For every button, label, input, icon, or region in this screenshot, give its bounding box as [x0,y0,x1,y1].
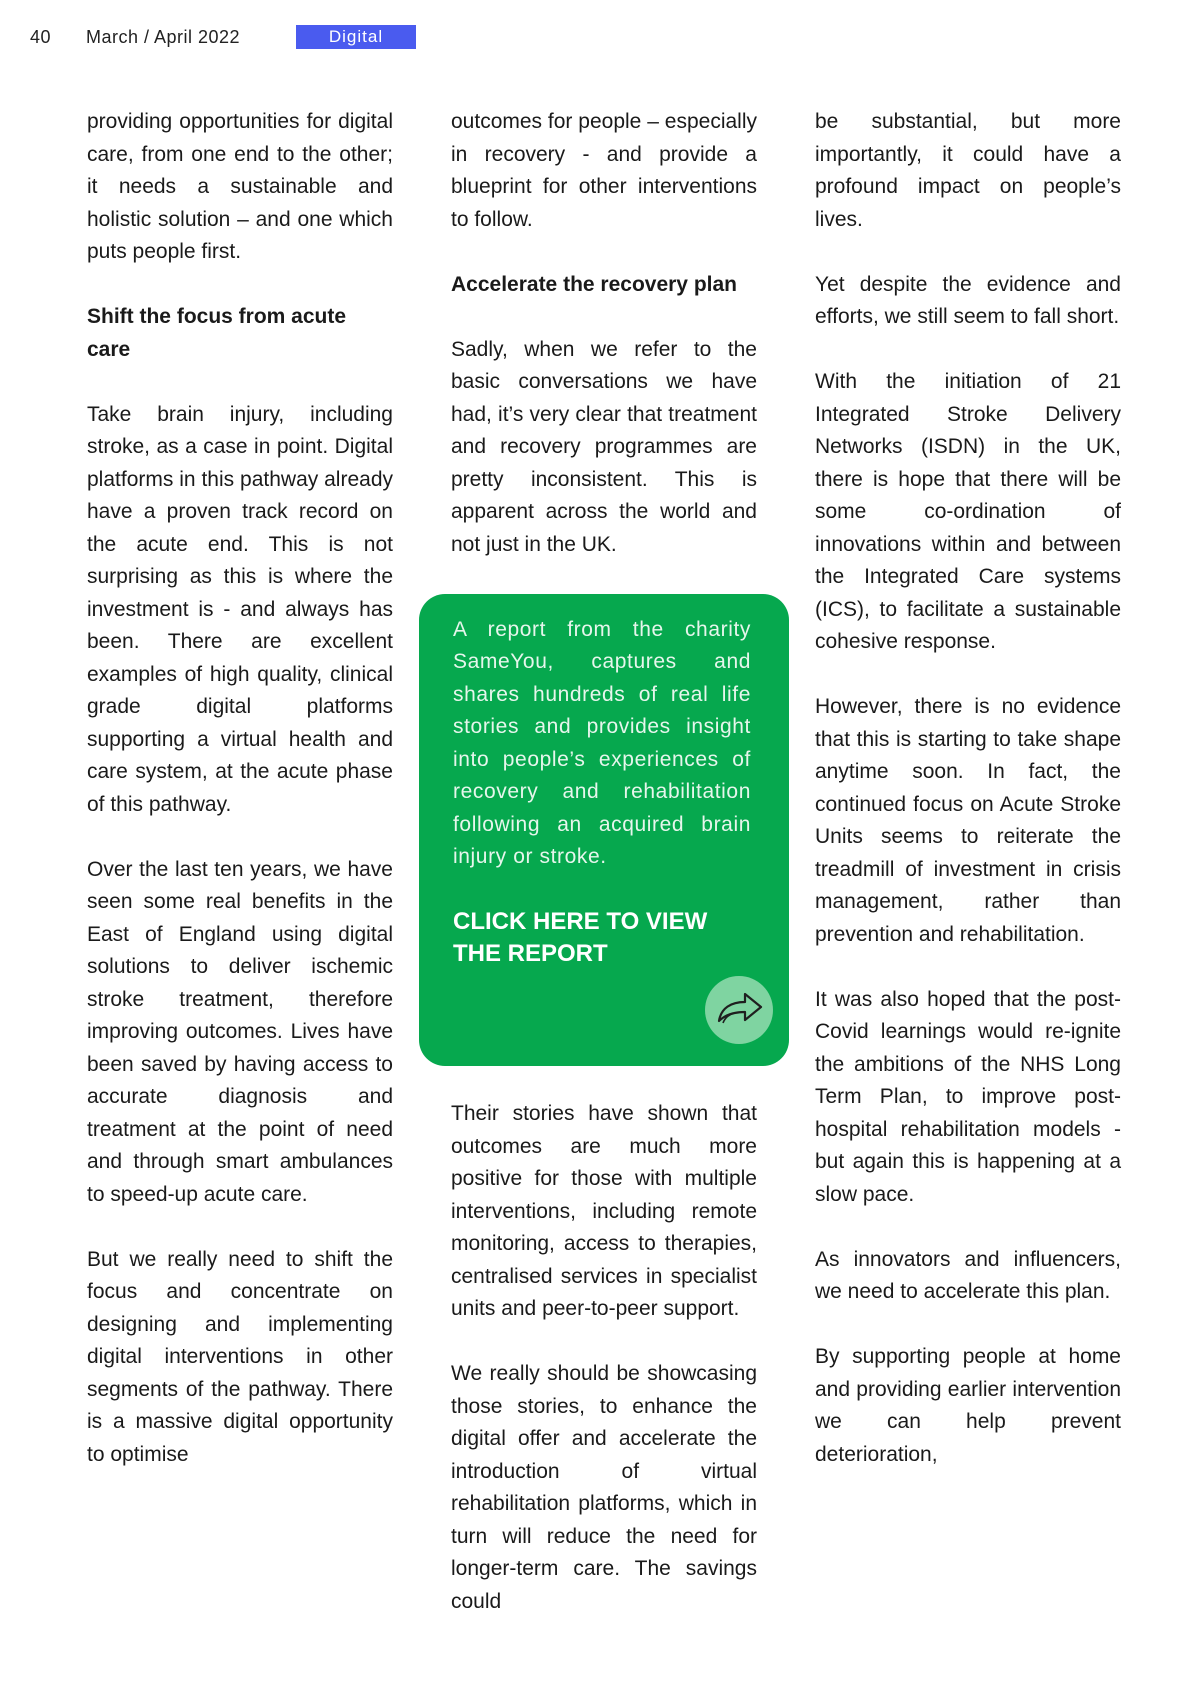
view-report-link[interactable] [453,906,733,970]
paragraph: Over the last ten years, we have seen some real benefits in the East of England using digital solutions to deliver ischemic stroke treatment, therefore improving outcomes. Lives have been saved by having access to accurate diagnosis and treatment at the point of need and through smart ambulances to speed-up acute care. [87,857,393,1206]
subheading: Shift the focus from acute care [87,305,347,361]
paragraph: Sadly, when we refer to the basic conversations we have had, it’s very clear that treatment and recovery programmes are pretty inconsistent. This is apparent across the world and not just in the UK. [451,337,757,556]
share-arrow-svg [705,976,773,1044]
issue-date: March / April 2022 [86,26,241,47]
paragraph: outcomes for people – especially in recovery - and provide a blueprint for other interventions to follow. [451,110,757,231]
cta-line-1: CLICK HERE TO VIEW [453,907,708,935]
page-header [30,24,416,50]
paragraph: It was also hoped that the post-Covid learnings would re-ignite the ambitions of the NHS Long Term Plan, to improve post-hospital rehabilitation models - but again this is happening at a slow pace. [815,987,1121,1206]
paragraph: providing opportunities for digital care, from one end to the other; it needs a sustainable and holistic solution – and one which puts people first. [87,110,393,263]
promo-text: A report from the charity SameYou, captures and shares hundreds of real life stories and provides insight into people’s experiences of recovery and rehabilitation following an acquired brain injury or stroke. [453,617,751,868]
paragraph: However, there is no evidence that this is starting to take shape anytime soon. In fact, the continued focus on Acute Stroke Units seems to reiterate the treadmill of investment in crisis management, rather than prevention and rehabilitation. [815,695,1121,946]
section-tag: Digital [296,25,416,49]
column-3 [815,106,1121,1471]
column-2 [451,106,757,1618]
subheading: Accelerate the recovery plan [451,272,737,296]
share-arrow-icon[interactable] [705,976,773,1044]
paragraph: But we really need to shift the focus and concentrate on designing and implementing digital interventions in other segments of the pathway. There is a massive digital opportunity to optimise [87,1247,393,1466]
paragraph: be substantial, but more importantly, it could have a profound impact on people’s lives. [815,110,1121,231]
paragraph: We really should be showcasing those stories, to enhance the digital offer and accelerate the introduction of virtual rehabilitation platforms, which in turn will reduce the need for longer-term care. The savings could [451,1362,757,1613]
paragraph: Take brain injury, including stroke, as a case in point. Digital platforms in this pathway already have a proven track record on the acute end. This is not surprising as this is where the investment is - and always has been. There are excellent examples of high quality, clinical grade digital platforms supporting a virtual health and care system, at the acute phase of this pathway. [87,402,393,816]
paragraph: With the initiation of 21 Integrated Stroke Delivery Networks (ISDN) in the UK, there is hope that there will be some co-ordination of innovations within and between the Integrated Care systems (ICS), to facilitate a sustainable cohesive response. [815,370,1121,653]
page-number: 40 [30,26,52,47]
paragraph: By supporting people at home and providing earlier intervention we can help prevent deterioration, [815,1345,1121,1466]
column-1 [87,106,393,1471]
paragraph: Their stories have shown that outcomes are much more positive for those with multiple interventions, including remote monitoring, access to therapies, centralised services in specialist units and peer-to-peer support. [451,1102,757,1320]
cta-line-2: THE REPORT [453,939,608,967]
paragraph: Yet despite the evidence and efforts, we still seem to fall short. [815,272,1121,328]
paragraph: As innovators and influencers, we need to accelerate this plan. [815,1247,1121,1303]
report-promo-box[interactable] [419,594,789,1066]
